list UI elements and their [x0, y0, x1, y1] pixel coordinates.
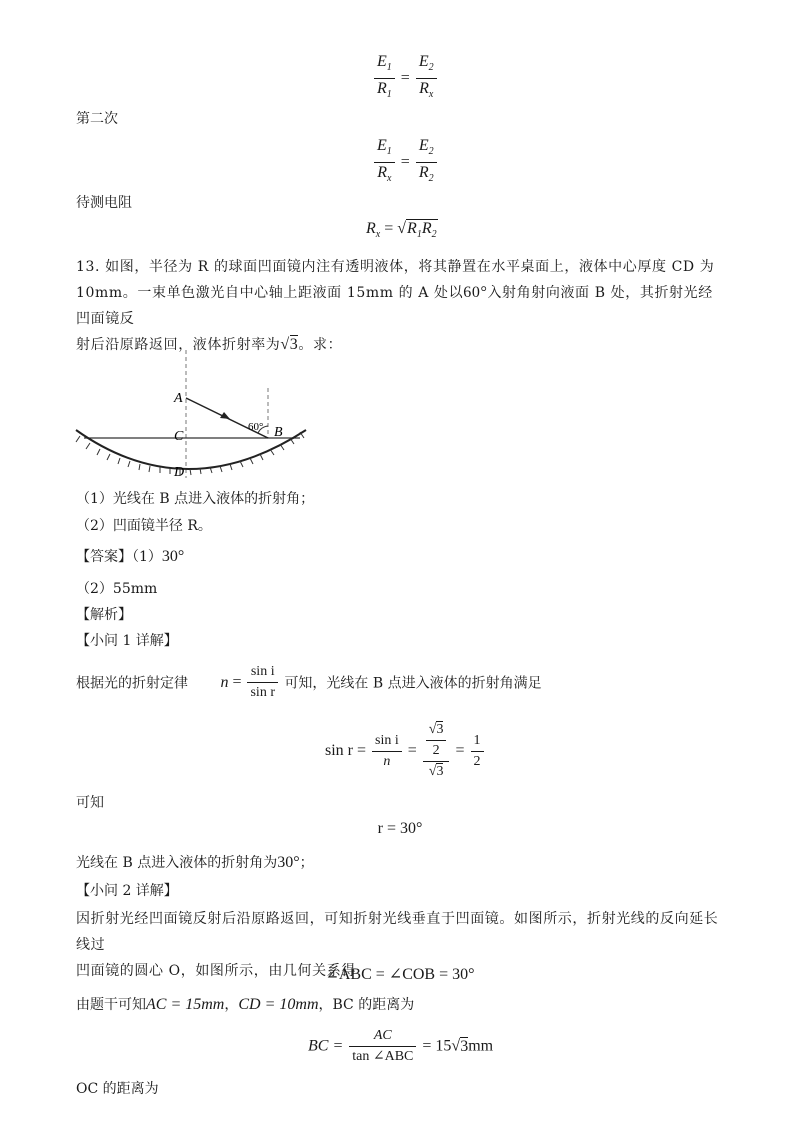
question-line-2: 10mm。一束单色激光自中心轴上距液面 15mm 的 A 处以60°入射角射向液面 B 处，其折射光经凹面镜反 — [76, 284, 713, 327]
sub1-heading: 【小问 1 详解】 — [76, 633, 178, 649]
refraction-law-line: 根据光的折射定律 n = $\frac{\text{sin i}}{\text{sin r}}$ 可知，光线在 B 点进入液体的折射角满足 — [76, 664, 542, 700]
label-angle: 60° — [248, 421, 264, 433]
sub2-line-1: 因折射光经凹面镜反射后沿原路返回，可知折射光线垂直于凹面镜。如图所示，折射光线的反向延长线过 — [76, 911, 719, 953]
concave-mirror-figure — [70, 348, 320, 483]
conclusion-1: 光线在 B 点进入液体的折射角为30°； — [76, 854, 314, 871]
mirror-arc — [76, 430, 306, 469]
label-a: A — [174, 391, 183, 406]
equation-angles: ∠ABC = ∠COB = 30° — [325, 966, 475, 983]
given-line: 由题干可知AC = 15mm，CD = 10mm，BC 的距离为 — [76, 996, 415, 1013]
question-line-1: 13. 如图，半径为 R 的球面凹面镜内注有透明液体，将其静置在水平桌面上，液体中心厚度 CD 为 — [76, 259, 715, 275]
label-second: 第二次 — [76, 111, 118, 127]
answer-line-2: （2）55mm — [76, 581, 158, 597]
sub2-line-2: 凹面镜的圆心 O，如图所示，由几何关系得 — [76, 963, 356, 979]
equation-ratio-first: $\frac{E_1}{R_1}$ = $\frac{E_2}{R_x}$ — [372, 52, 439, 105]
sub-question-2: （2）凹面镜半径 R。 — [76, 518, 212, 534]
label-resistor: 待测电阻 — [76, 195, 132, 211]
equation-sin-r: sin r = $\frac{\text{sin i}}{n}$ = $\frac{\frac{√3}{2}}{√3}$ = $\frac{1}{2}$ — [325, 720, 486, 782]
know-label: 可知 — [76, 795, 104, 811]
equation-rx: $R_x = √R_1R_2$ — [366, 220, 437, 241]
answer-line-1: 【答案】（1）30° — [76, 548, 185, 565]
question-13 — [76, 254, 726, 358]
sub2-heading: 【小问 2 详解】 — [76, 883, 178, 899]
analysis-heading: 【解析】 — [76, 607, 132, 623]
label-d: D — [174, 465, 185, 480]
label-b: B — [274, 425, 283, 440]
equation-ratio-second: $\frac{E_1}{R_x}$ = $\frac{E_2}{R_2}$ — [372, 136, 439, 189]
label-c: C — [174, 429, 184, 444]
question-line-3: 射后沿原路返回，液体折射率为√3。求： — [76, 336, 343, 353]
equation-bc: BC = $\frac{AC}{\text{tan ∠ABC}}$ = 15√3mm — [308, 1028, 494, 1064]
oc-label: OC 的距离为 — [76, 1081, 159, 1097]
equation-r: r = 30° — [377, 820, 423, 837]
sub-question-1: （1）光线在 B 点进入液体的折射角； — [76, 491, 315, 507]
